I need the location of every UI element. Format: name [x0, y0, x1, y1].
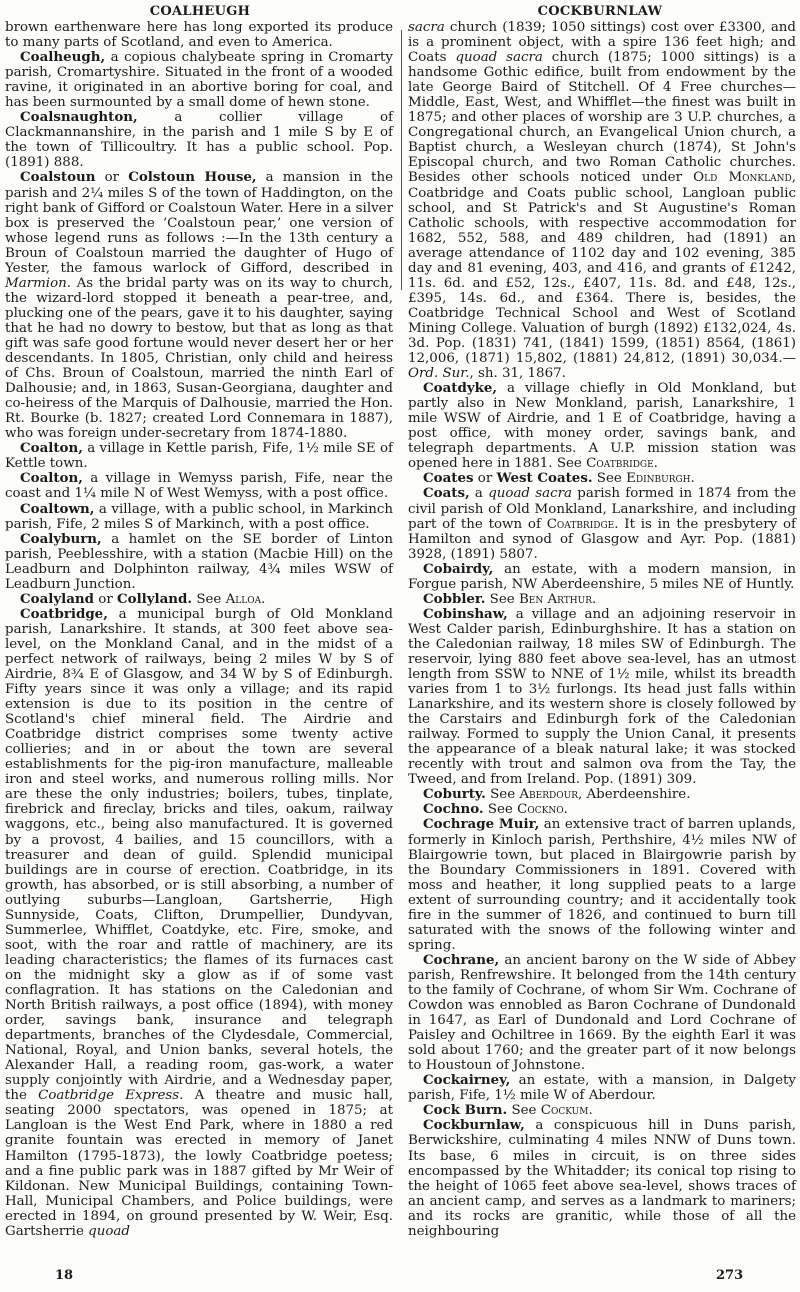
entry-text: a collier village of Clackmannanshire, in the parish and 1 mile S by E of the town of Tillicoultry. It has a public school. Pop. (1891) 888. [5, 110, 393, 171]
entry-text: church (1839; 1050 sittings) cost over £3300, and is a prominent object, with a spire 136 feet high; and Coats [408, 20, 796, 66]
entry-text: an estate, with a modern mansion, in Forgue parish, NW Aberdeenshire, 5 miles NE of Huntly. [408, 561, 796, 592]
cross-reference: Aberdour [519, 787, 578, 803]
gazetteer-entry [408, 486, 796, 561]
gazetteer-entry [408, 592, 796, 607]
gazetteer-entry [408, 1073, 796, 1103]
entry-text: , Coatbridge and Coats public school, Langloan public school, and St Patrick's and St Augustine's Roman Catholic schools, with respective accommodation for 1682, 552, 588, and 489 children, had (1891) an average attendance of 1102 day and 102 evening, 385 day and 81 evening, 403, and 416, and grants of £1242, 11s. 6d. and £52, 12s., £407, 11s. 8d. and £48, 12s., £395, 14s. 6d., and £364. There is, besides, the Coatbridge Technical School and West of Scotland Mining College. Valuation of burgh (1892) £132,024, 4s. 3d. Pop. (1831) 741, (1841) 1599, (1851) 8564, (1861) 12,006, (1871) 15,802, (1881) 24,812, (1891) 30,034.— [408, 170, 796, 367]
entry-heading: Coalheugh, [20, 49, 106, 66]
entry-heading: Cobairdy, [423, 560, 494, 577]
entry-text: . It is in the presbytery of Hamilton and synod of Glasgow and Ayr. Pop. (1881) 3928, (1891) 5807. [408, 516, 796, 562]
right-column [408, 20, 796, 1239]
cross-reference: Cockno [517, 802, 564, 818]
entry-heading: Coates [423, 470, 474, 487]
italic-text: sacra [408, 20, 445, 35]
cross-reference: Ben Arthur [518, 591, 593, 607]
entry-text: . [690, 471, 695, 487]
entry-text: See [592, 471, 627, 487]
continued-entry [408, 20, 796, 381]
gazetteer-entry [408, 562, 796, 592]
entry-text: See [485, 591, 519, 607]
italic-text: Ord. Sur. [408, 366, 470, 382]
entry-heading: Coalton, [20, 440, 83, 457]
entry-text: a mansion in the parish and 2¼ miles S of the town of Haddington, on the right bank of Gifford or Coalstoun Water. Here in a silver box is preserved the ‘Coalstoun pear,’ one version of whose legend runs as follows :—In the 13th century a Broun of Coalstoun married the daughter of Hugo of Yester, the famous warlock of Gifford, described in [5, 170, 393, 276]
gazetteer-entry [408, 953, 796, 1073]
entry-heading: Cochrane, [423, 951, 500, 968]
gazetteer-entry [5, 607, 393, 1239]
gazetteer-entry [5, 50, 393, 110]
continued-entry [5, 20, 393, 50]
entry-heading: Coalton, [20, 470, 83, 487]
entry-text: a [469, 486, 489, 502]
entry-text: See [192, 591, 226, 607]
entry-text: a village in Wemyss parish, Fife, near the coast and 1¼ mile N of West Wemyss, with a post office. [5, 471, 393, 502]
entry-heading: Coburty. [423, 786, 486, 803]
entry-text: an extensive tract of barren uplands, formerly in Kinloch parish, Perthshire, 4½ miles NW of Blairgowrie town, but placed in Blairgowrie parish by the Boundary Commissioners in 1891. Covered with moss and heather, it long supplied peats to a large extent of surrounding country; and it accidentally took fire in the summer of 1826, and continued to burn till saturated with the snows of the following winter and spring. [408, 817, 796, 953]
cross-reference: Old Monkland [693, 170, 792, 186]
entry-heading: Cobinshaw, [423, 605, 508, 622]
italic-text: Marmion. [5, 275, 72, 291]
gazetteer-entry [5, 441, 393, 471]
entry-heading: Cobbler. [423, 590, 486, 607]
entry-text: a municipal burgh of Old Monkland parish, Lanarkshire. It stands, at 300 feet above sea-level, on the Monkland Canal, and in the midst of a perfect network of railways, being 2 miles W by S of Airdrie, 8¾ E of Glasgow, and 34 W by S of Edinburgh. Fifty years since it was only a village; and its rapid extension is due to its position in the centre of Scotland's chief mineral field. The Airdrie and Coatbridge district comprises some twenty active collieries; and in or about the town are several establishments for the pig-iron manufacture, malleable iron and steel works, and numerous rolling mills. Nor are these the only industries; boilers, tubes, tinplate, firebrick and fireclay, bricks and tiles, oakum, railway waggons, etc., being also manufactured. It is governed by a provost, 4 bailies, and 15 councillors, with a treasurer and dean of guild. Splendid municipal buildings are in course of erection. Coatbridge, in its growth, has absorbed, or is still absorbing, a number of outlying suburbs—Langloan, Gartsherrie, High Sunnyside, Coats, Clifton, Drumpellier, Dundyvan, Summerlee, Whifflet, Coatdyke, etc. Fire, smoke, and soot, with the roar and rattle of machinery, are its leading characteristics; the flames of its furnaces cast on the midnight sky a glow as if of some vast conflagration. It has stations on the Caledonian and North British railways, a post office (1894), with money order, savings bank, insurance and telegraph departments, branches of the Clydesdale, Commercial, National, Royal, and Union banks, several hotels, the Alexander Hall, a reading room, gas-work, a water supply conjointly with Airdrie, and a Wednesday paper, the [5, 606, 393, 1104]
column-rule [401, 30, 402, 290]
entry-text: A theatre and music hall, seating 2000 spectators, was opened in 1875; at Langloan is the West End Park, where in 1880 a red granite fountain was erected in memory of Janet Hamilton (1795-1873), the lowly Coatbridge poetess; and a fine public park was in 1887 gifted by Mr Weir of Kildonan. New Municipal Buildings, containing Town-Hall, Municipal Chambers, and Police buildings, were erected in 1894, on ground presented by W. Weir, Esq. Gartsherrie [5, 1088, 393, 1239]
entry-text: See [507, 1103, 541, 1119]
entry-heading: Coalstoun [20, 169, 96, 186]
entry-heading: Coalsnaughton, [20, 109, 138, 126]
entry-text: a village chiefly in Old Monkland, but partly also in New Monkland, parish, Lanarkshire, 1 mile WSW of Airdrie, and 1 E of Coatbridge, having a post office, with money order, savings bank, and telegraph departments. A U.P. mission station was opened here in 1881. See [408, 381, 796, 472]
gazetteer-entry [5, 471, 393, 501]
entry-text: an ancient barony on the W side of Abbey parish, Renfrewshire. It belonged from the 14th century to the family of Cochrane, of whom Sir Wm. Cochrane of Cowdon was ennobled as Baron Cochrane of Dundonald in 1647, as Earl of Dundonald and Lord Cochrane of Paisley and Ochiltree in 1669. By the eighth Earl it was sold about 1760; and the greater part of it now belongs to Houstoun of Johnstone. [408, 952, 796, 1074]
entry-heading: Colstoun House, [128, 169, 257, 186]
entry-text: a village, with a public school, in Markinch parish, Fife, 2 miles S of Markinch, with a post office. [5, 501, 393, 532]
gazetteer-entry [5, 592, 393, 607]
cross-reference: Edinburgh [626, 471, 691, 487]
italic-text: quoad sacra [488, 486, 573, 502]
entry-text: , Aberdeenshire. [577, 787, 691, 803]
cross-reference: Coatbridge [586, 456, 654, 472]
entry-heading: Coatdyke, [423, 380, 498, 397]
entry-text: brown earthenware here has long exported its produce to many parts of Scotland, and even to America. [5, 20, 393, 51]
gazetteer-entry [408, 802, 796, 817]
entry-text: a copious chalybeate spring in Cromarty parish, Cromartyshire. Situated in the front of a wooded ravine, it originated in an abortive boring for coal, and has been surmounted by a small dome of hewn stone. [5, 50, 393, 111]
italic-text: quoad [88, 1223, 130, 1239]
gazetteer-entry [5, 532, 393, 592]
gazetteer-entry [408, 817, 796, 952]
gazetteer-entry [408, 381, 796, 471]
entry-text: . [588, 1103, 593, 1119]
entry-heading: West Coates. [496, 470, 593, 487]
entry-heading: Coatbridge, [20, 605, 108, 622]
entry-text: a hamlet on the SE border of Linton parish, Peeblesshire, with a station (Macbie Hill) on the Leadburn and Dolphinton railway, 4¾ miles WSW of Leadburn Junction. [5, 531, 393, 592]
entry-heading: Cockburnlaw, [423, 1117, 525, 1134]
gazetteer-entry [5, 110, 393, 170]
entry-heading: Coaltown, [20, 500, 95, 517]
entry-heading: Coats, [423, 485, 470, 502]
entry-text: a conspicuous hill in Duns parish, Berwickshire, culminating 4 miles NNW of Duns town. Its base, 6 miles in circuit, is on three sides encompassed by the Whitadder; its conical top rising to the height of 1065 feet above sea-level, shows traces of an ancient camp, and serves as a landmark to mariners; and its rocks are granitic, while those of all the neighbouring [408, 1118, 796, 1239]
entry-text: or [473, 471, 497, 487]
entry-text: . [261, 591, 266, 607]
cross-reference: Alloa [225, 591, 262, 607]
entry-heading: Cochno. [423, 801, 484, 818]
entry-heading: Cock Burn. [423, 1102, 508, 1119]
entry-heading: Collyland. [116, 590, 193, 607]
gazetteer-entry [408, 607, 796, 788]
entry-text: church (1875; 1000 sittings) is a handsome Gothic edifice, built from endowment by the late George Baird of Stitchell. Of 4 Free churches—Middle, East, West, and Whifflet—the finest was built in 1875; and other places of worship are 3 U.P. churches, a Congregational church, an Evangelical Union church, a Baptist church, a Wesleyan church (1874), St John's Episcopal church, and two Roman Catholic churches. Besides other schools noticed under [408, 50, 796, 186]
gazetteer-entry [408, 1118, 796, 1238]
entry-text: parish formed in 1874 from the civil parish of Old Monkland, Lanarkshire, and including part of the town of [408, 486, 797, 532]
gazetteer-entry [408, 1103, 796, 1118]
gazetteer-entry [5, 502, 393, 532]
page-number-left: 18 [55, 1268, 74, 1283]
cross-reference: Coatbridge [546, 516, 615, 532]
italic-text: quoad sacra [455, 50, 543, 66]
gazetteer-entry [408, 787, 796, 802]
entry-heading: Coalyburn, [20, 530, 102, 547]
entry-text: . [653, 456, 658, 472]
entry-heading: Cochrage Muir, [423, 816, 540, 833]
entry-text: , sh. 31, 1867. [469, 366, 566, 382]
entry-text: a village in Kettle parish, Fife, 1½ mile SE of Kettle town. [5, 441, 393, 472]
gazetteer-entry [408, 471, 796, 486]
entry-text: or [95, 170, 129, 186]
entry-text: an estate, with a mansion, in Dalgety parish, Fife, 1½ mile W of Aberdour. [408, 1073, 796, 1104]
gazetteer-entry [5, 170, 393, 441]
entry-text: . [563, 802, 568, 818]
entry-heading: Cockairney, [423, 1072, 511, 1089]
running-head-left: COALHEUGH [149, 4, 251, 19]
italic-text: Coatbridge Express. [38, 1088, 184, 1104]
page-number-right: 273 [716, 1268, 744, 1283]
entry-text: See [485, 787, 520, 803]
entry-heading: Coalyland [20, 590, 94, 607]
entry-text: See [483, 802, 518, 818]
cross-reference: Cockum [540, 1103, 589, 1119]
running-head-right: COCKBURNLAW [537, 4, 663, 19]
entry-text: or [94, 591, 117, 607]
entry-text: a village and an adjoining reservoir in West Calder parish, Edinburghshire. It has a station on the Caledonian railway, 18 miles SW of Edinburgh. The reservoir, lying 880 feet above sea-level, has an utmost length from SSW to NNE of 1½ mile, whilst its breadth varies from 1 to 3½ furlongs. Its head just falls within Lanarkshire, and its western shore is closely followed by the Carstairs and Edinburgh fork of the Caledonian railway. Formed to supply the Union Canal, it presents the appearance of a bleak natural lake; it was stocked recently with trout and salmon ova from the Tay, the Tweed, and from Ireland. Pop. (1891) 309. [408, 606, 796, 788]
left-column [5, 20, 393, 1239]
entry-text: . [592, 591, 597, 607]
entry-text: As the bridal party was on its way to church, the wizard-lord stopped it beneath a pear-tree, and, plucking one of the pears, gave it to his daughter, saying that he had no dowry to bestow, but that as long as that gift was safe good fortune would never desert her or her descendants. In 1805, Christian, only child and heiress of Chs. Broun of Coalstoun, married the ninth Earl of Dalhousie; and, in 1863, Susan-Georgiana, daughter and co-heiress of the Marquis of Dalhousie, married the Hon. Rt. Bourke (b. 1827; created Lord Connemara in 1887), who was foreign under-secretary from 1874-1880. [5, 275, 393, 442]
